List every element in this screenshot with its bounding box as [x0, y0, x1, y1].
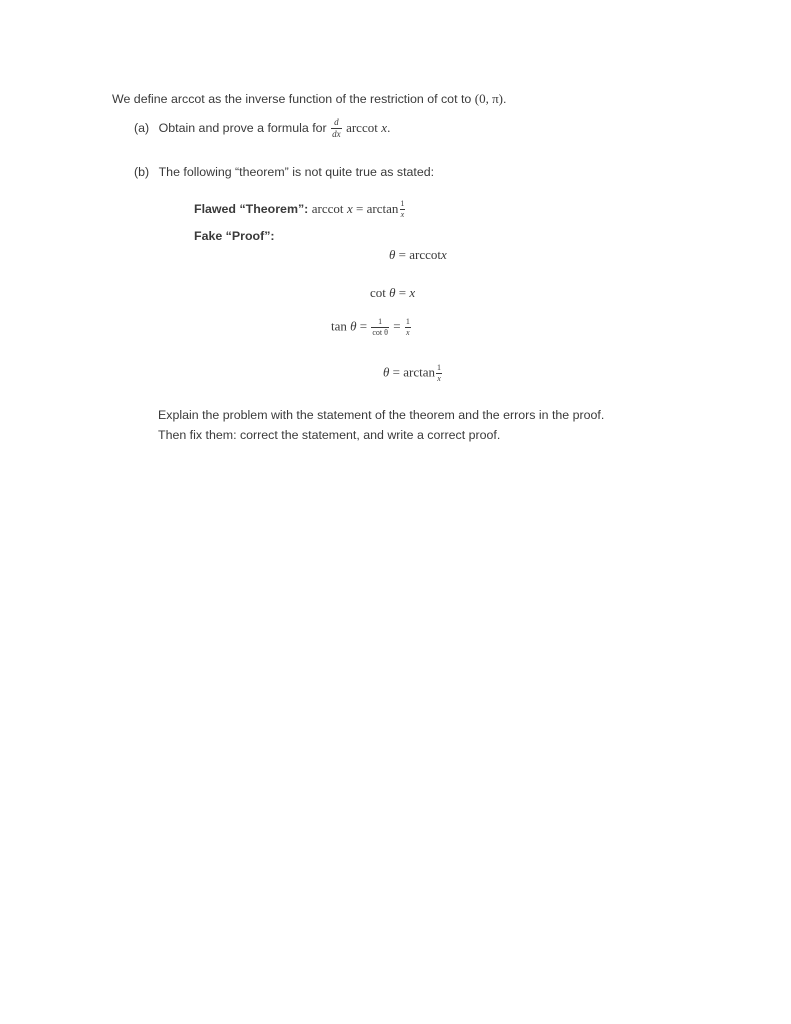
line4-eq: = — [389, 364, 404, 380]
line4-theta: θ — [383, 364, 390, 380]
line2-var: x — [409, 285, 416, 300]
theorem-frac-den: x — [400, 210, 405, 219]
line3-theta: θ — [350, 318, 357, 334]
line2-func: cot — [370, 285, 386, 300]
line3-eq2: = — [389, 318, 404, 334]
line1-theta: θ — [389, 247, 396, 262]
explain-line-2: Then fix them: correct the statement, and write a correct proof. — [158, 428, 501, 442]
theorem-fraction — [399, 200, 405, 219]
proof-label: Fake “Proof”: — [194, 229, 275, 243]
part-b — [134, 165, 434, 179]
proof-line-1 — [389, 247, 447, 263]
line4-frac-den: x — [437, 374, 441, 383]
derivative-numerator: d — [334, 117, 339, 127]
line3-f1-num: 1 — [378, 317, 383, 326]
part-b-text: The following “theorem” is not quite true as stated: — [158, 165, 435, 179]
part-a-var: x — [381, 119, 388, 135]
line4-func: arctan — [403, 364, 435, 380]
line1-func: arccot — [409, 247, 441, 262]
derivative-operator — [331, 118, 342, 139]
explain-line-1: Explain the problem with the statement of the theorem and the errors in the proof. — [158, 408, 605, 422]
intro-text: We define arccot as the inverse function of the restriction of cot to — [112, 92, 475, 106]
derivative-denominator: dx — [332, 129, 341, 139]
proof-line-2 — [370, 285, 415, 301]
flawed-theorem — [194, 200, 406, 219]
part-b-label: (b) — [134, 165, 150, 179]
theorem-eq: = — [352, 200, 367, 216]
line2-eq: = — [395, 285, 410, 300]
line1-var: x — [441, 247, 447, 262]
theorem-lhs-func: arccot — [311, 200, 344, 216]
theorem-frac-num: 1 — [400, 199, 405, 208]
theorem-rhs-func: arctan — [366, 200, 399, 216]
line1-eq: = — [395, 247, 410, 262]
theorem-lhs-var: x — [346, 200, 353, 216]
theorem-label: Flawed “Theorem”: — [194, 201, 309, 216]
part-a-period: . — [387, 119, 391, 135]
part-a-text: Obtain and prove a formula for — [158, 120, 327, 135]
line3-fraction-2 — [405, 318, 411, 337]
intro-interval: (0, π) — [474, 91, 503, 106]
part-a-label: (a) — [134, 120, 150, 135]
part-a-func: arccot — [346, 119, 378, 135]
line4-frac-num: 1 — [437, 363, 441, 372]
line3-func: tan — [331, 318, 347, 334]
line3-fraction-1 — [371, 318, 389, 337]
line3-f1-den: cot θ — [372, 328, 388, 337]
intro-statement — [112, 91, 506, 107]
proof-line-4 — [383, 364, 443, 383]
line3-eq1: = — [356, 318, 371, 334]
line4-fraction — [436, 364, 442, 383]
proof-line-3 — [331, 318, 412, 337]
part-a — [134, 118, 390, 139]
line3-f2-num: 1 — [405, 317, 410, 326]
line2-theta: θ — [389, 285, 396, 300]
line3-f2-den: x — [406, 328, 410, 337]
intro-period: . — [502, 92, 507, 106]
